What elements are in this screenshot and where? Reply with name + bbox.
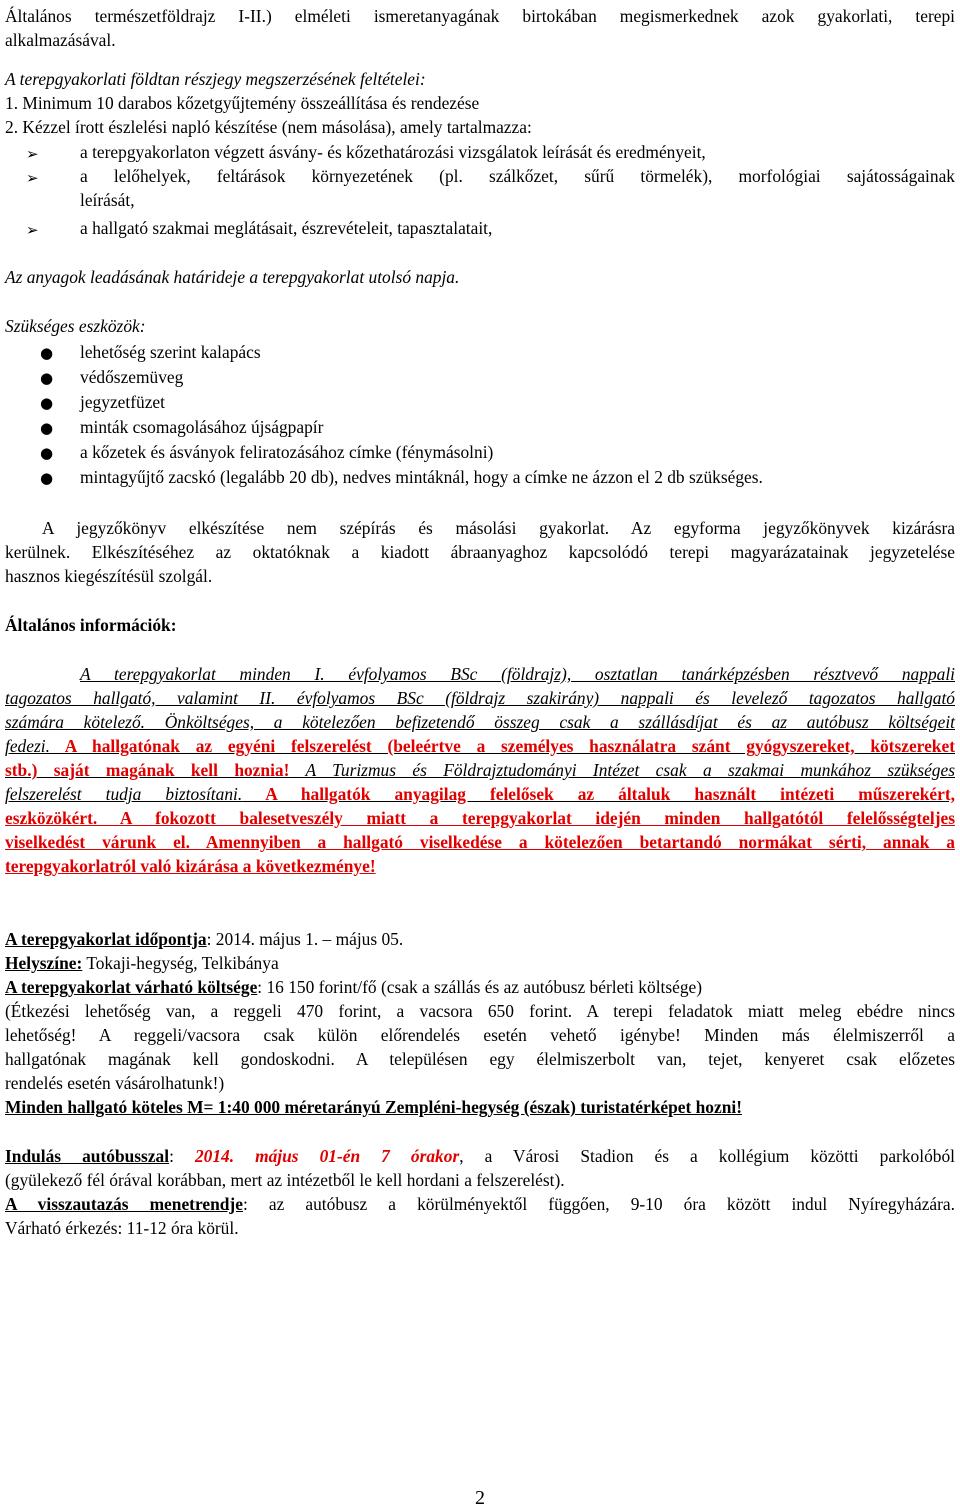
cost-label: A terepgyakorlat várható költsége <box>5 977 258 997</box>
cost-value: : 16 150 forint/fő (csak a szállás és az autóbusz bérleti költsége) <box>257 977 703 997</box>
food-line-2: lehetőség! A reggeli/vacsora csak külön előrendelés esetén vehető igénybe! Minden más élelmiszerről a <box>5 1025 955 1045</box>
food-line-1: (Étkezési lehetőség van, a reggeli 470 forint, a vacsora 650 forint. A terepi feladatok miatt meleg ebédre nincs <box>5 1001 955 1021</box>
general-line-5 <box>5 758 955 782</box>
bullet-icon: ● <box>40 369 54 387</box>
general-title: Általános információk: <box>5 615 177 635</box>
tool-item: jegyzetfüzet <box>80 392 165 412</box>
general-line-1: A terepgyakorlat minden I. évfolyamos BSc (földrajz), osztatlan tanárképzésben résztvevő nappali <box>80 664 955 684</box>
condition-sub-3: a hallgató szakmai meglátásait, észrevételeit, tapasztalatait, <box>80 218 493 238</box>
general-line-6a: felszerelést tudja biztosítani. <box>5 784 243 804</box>
departure-rest: , a Városi Stadion és a kollégium közötti parkolóból <box>459 1146 955 1166</box>
arrow-bullet-icon: ➢ <box>26 169 39 187</box>
departure-line-2: (gyülekező fél órával korábban, mert az intézetből le kell hordani a felszerelést). <box>5 1170 565 1190</box>
notes-line-1: A jegyzőkönyv elkészítése nem szépírás és másolási gyakorlat. Az egyforma jegyzőkönyvek kizárásra <box>42 518 955 538</box>
departure-time: 2014. május 01-én 7 órakor <box>194 1146 460 1166</box>
general-line-3: számára kötelező. Önköltséges, a kötelezően befizetendő összeg csak a szállásdíjat és az autóbusz költségeit <box>5 712 955 732</box>
general-line-9: terepgyakorlatról való kizárása a következménye! <box>5 856 376 876</box>
arrival-line: Várható érkezés: 11-12 óra körül. <box>5 1218 239 1238</box>
general-line-2: tagozatos hallgató, valamint II. évfolyamos BSc (földrajz szakirány) nappali és levelező tagozatos hallgató <box>5 688 955 708</box>
map-note: Minden hallgató köteles M= 1:40 000 méretarányú Zempléni-hegység (észak) turistatérképet hozni! <box>5 1097 743 1117</box>
general-line-5a: stb.) saját magának kell hoznia! <box>5 760 290 780</box>
arrow-bullet-icon: ➢ <box>26 221 39 239</box>
tools-title: Szükséges eszközök: <box>5 316 146 336</box>
tool-item: minták csomagolásához újságpapír <box>80 417 324 437</box>
notes-line-2: kerülnek. Elkészítéséhez az oktatóknak a kiadott ábraanyaghoz kapcsolódó terepi magyarázatainak jegyzetelése <box>5 542 955 562</box>
bullet-icon: ● <box>40 444 54 462</box>
general-line-4a: fedezi. <box>5 736 50 756</box>
condition-sub-2-line-2: leírását, <box>80 190 135 210</box>
general-line-7: eszközökért. A fokozott balesetveszély miatt a terepgyakorlat idején minden hallgatótól felelősségteljes <box>5 808 955 828</box>
departure-label: Indulás autóbusszal <box>5 1146 170 1166</box>
page-number: 2 <box>475 1487 485 1509</box>
deadline-note: Az anyagok leadásának határideje a terepgyakorlat utolsó napja. <box>5 267 460 287</box>
bullet-icon: ● <box>40 344 54 362</box>
departure-colon: : <box>169 1146 195 1166</box>
general-line-4 <box>5 734 955 758</box>
condition-sub-1: a terepgyakorlaton végzett ásvány- és kőzethatározási vizsgálatok leírását és eredményeit, <box>80 142 706 162</box>
bullet-icon: ● <box>40 469 54 487</box>
arrow-bullet-icon: ➢ <box>26 145 39 163</box>
general-line-6 <box>5 782 955 806</box>
bullet-icon: ● <box>40 394 54 412</box>
departure-line <box>5 1144 955 1168</box>
food-line-3: hallgatónak magának kell gondoskodni. A településen egy élelmiszerbolt van, tejet, kenyeret csak előzetes <box>5 1049 955 1069</box>
cost-line <box>5 975 702 999</box>
general-line-5b: A Turizmus és Földrajztudományi Intézet csak a szakmai munkához szükséges <box>289 760 955 780</box>
conditions-title: A terepgyakorlati földtan részjegy megszerzésének feltételei: <box>5 69 426 89</box>
date-value: : 2014. május 1. – május 05. <box>206 929 404 949</box>
condition-item-2: 2. Kézzel írott észlelési napló készítése (nem másolása), amely tartalmazza: <box>5 117 532 137</box>
general-line-4b: A hallgatónak az egyéni felszerelést (beleértve a személyes használatra szánt gyógyszereket, kötszereket <box>49 736 955 756</box>
general-line-6b: A hallgatók anyagilag felelősek az általuk használt intézeti műszerekért, <box>242 784 955 804</box>
tool-item: védőszemüveg <box>80 367 184 387</box>
intro-line-2: alkalmazásával. <box>5 30 116 50</box>
return-line <box>5 1192 955 1216</box>
date-line <box>5 927 403 951</box>
place-label: Helyszíne: <box>5 953 83 973</box>
date-label: A terepgyakorlat időpontja <box>5 929 207 949</box>
notes-line-3: hasznos kiegészítésül szolgál. <box>5 566 213 586</box>
tool-item: mintagyűjtő zacskó (legalább 20 db), nedves mintáknál, hogy a címke ne ázzon el 2 db szükséges. <box>80 467 763 487</box>
return-value: : az autóbusz a körülményektől függően, 9-10 óra között indul Nyíregyházára. <box>242 1194 956 1214</box>
bullet-icon: ● <box>40 419 54 437</box>
general-line-8: viselkedést várunk el. Amennyiben a hallgató viselkedése a kötelezően betartandó normákat sérti, annak a <box>5 832 955 852</box>
intro-line-1: Általános természetföldrajz I-II.) elméleti ismeretanyagának birtokában megismerkednek azok gyakorlati, terepi <box>5 6 955 26</box>
return-label: A visszautazás menetrendje <box>5 1194 243 1214</box>
place-line <box>5 951 279 975</box>
place-value: Tokaji-hegység, Telkibánya <box>82 953 279 973</box>
condition-sub-2-line-1: a lelőhelyek, feltárások környezetének (pl. szálkőzet, sűrű törmelék), morfológiai sajátosságainak <box>80 166 955 186</box>
tool-item: lehetőség szerint kalapács <box>80 342 261 362</box>
food-line-4: rendelés esetén vásárolhatunk!) <box>5 1073 225 1093</box>
tool-item: a kőzetek és ásványok feliratozásához címke (fénymásolni) <box>80 442 494 462</box>
condition-item-1: 1. Minimum 10 darabos kőzetgyűjtemény összeállítása és rendezése <box>5 93 480 113</box>
